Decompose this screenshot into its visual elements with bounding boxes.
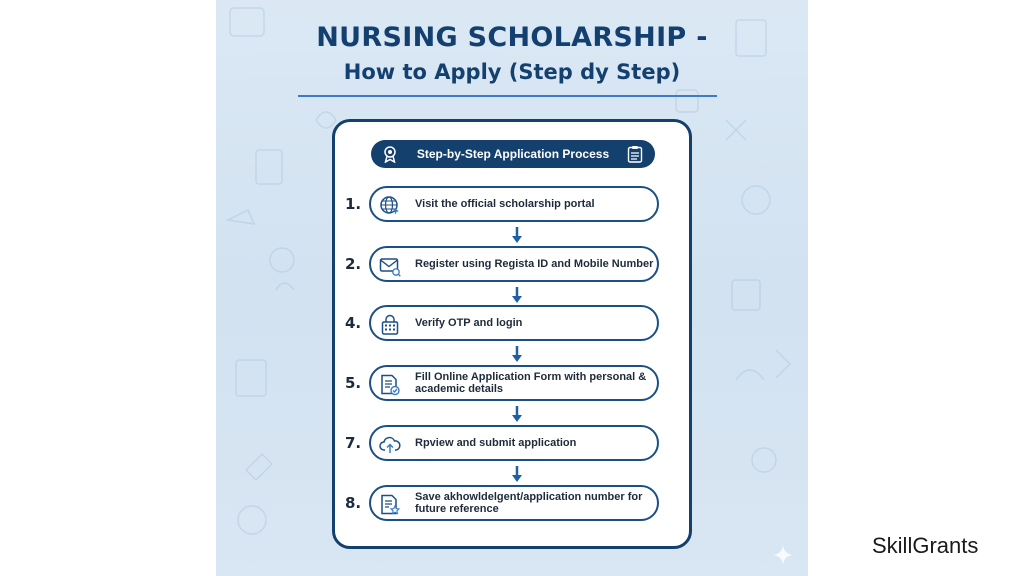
watermark-logo: SkillGrants: [872, 533, 979, 558]
step-number: 7.: [345, 434, 362, 452]
poster-title: NURSING SCHOLARSHIP -: [316, 22, 708, 53]
cloud-upload-icon: [379, 434, 401, 456]
step-number: 5.: [345, 374, 362, 392]
down-arrow-icon: [511, 465, 523, 483]
down-arrow-icon: [511, 286, 523, 304]
step-4: [335, 365, 695, 401]
step-number: 2.: [345, 255, 362, 273]
step-number: 8.: [345, 494, 362, 512]
title-divider: [298, 95, 717, 97]
sparkle-icon: [772, 544, 794, 566]
process-header: [371, 140, 655, 168]
step-number: 1.: [345, 195, 362, 213]
envelope-icon: [379, 255, 401, 277]
step-number: 4.: [345, 314, 362, 332]
step-1: [335, 186, 695, 222]
document-check-icon: [379, 374, 401, 396]
step-pill: [369, 485, 659, 521]
down-arrow-icon: [511, 345, 523, 363]
step-3: [335, 305, 695, 341]
step-label: Verify OTP and login: [415, 316, 523, 329]
poster-subtitle: How to Apply (Step dy Step): [343, 60, 681, 84]
step-pill: [369, 186, 659, 222]
clipboard-checklist-icon: [627, 145, 643, 163]
step-label: Visit the official scholarship portal: [415, 197, 595, 210]
step-5: [335, 425, 695, 461]
step-pill: [369, 365, 659, 401]
process-card: [332, 119, 692, 549]
step-6: [335, 485, 695, 521]
globe-cursor-icon: [379, 195, 401, 217]
process-header-label: Step-by-Step Application Process: [416, 147, 610, 161]
step-label: Save akhowldelgent/application number for future reference: [415, 490, 643, 515]
step-pill: [369, 246, 659, 282]
step-label: Rpview and submit application: [415, 436, 577, 449]
step-label: Fill Online Application Form with personal & academic details: [415, 370, 647, 395]
step-pill: [369, 305, 659, 341]
step-label: Register using Regista ID and Mobile Number: [415, 257, 654, 270]
down-arrow-icon: [511, 226, 523, 244]
keypad-lock-icon: [379, 314, 401, 336]
step-2: [335, 246, 695, 282]
scholarship-poster: [216, 0, 808, 576]
down-arrow-icon: [511, 405, 523, 423]
step-pill: [369, 425, 659, 461]
document-star-icon: [379, 494, 401, 516]
